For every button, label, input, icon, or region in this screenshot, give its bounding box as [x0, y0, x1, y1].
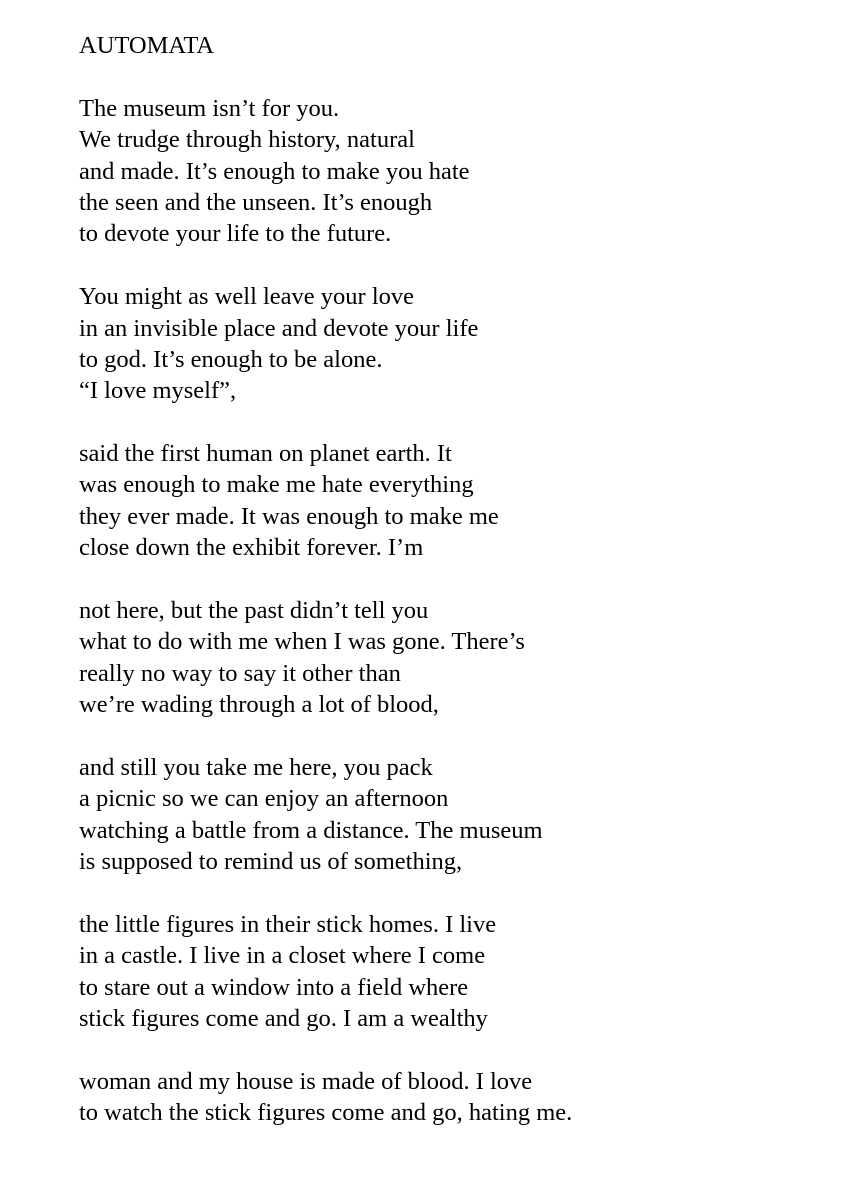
poem-line: the little figures in their stick homes. I live	[79, 910, 497, 938]
poem-line: said the first human on planet earth. It	[79, 440, 452, 468]
stanza-spacer	[79, 878, 839, 909]
poem-line: they ever made. It was enough to make me	[79, 502, 499, 530]
poem-line: the seen and the unseen. It’s enough	[79, 188, 433, 216]
poem-line: and still you take me here, you pack	[79, 753, 433, 781]
poem-line: in a castle. I live in a closet where I come	[79, 942, 486, 970]
poem-line: We trudge through history, natural	[79, 126, 415, 154]
stanza-spacer	[79, 250, 839, 281]
poem-line: “I love myself”,	[79, 377, 237, 405]
stanza-spacer	[79, 564, 839, 595]
poem-line: not here, but the past didn’t tell you	[79, 597, 429, 625]
poem-line: close down the exhibit forever. I’m	[79, 534, 424, 562]
poem-line: a picnic so we can enjoy an afternoon	[79, 785, 449, 813]
poem-line: in an invisible place and devote your life	[79, 314, 479, 342]
stanza-spacer	[79, 1035, 839, 1066]
stanza-spacer	[79, 721, 839, 752]
poem-line: watching a battle from a distance. The museum	[79, 816, 543, 844]
poem-line: You might as well leave your love	[79, 283, 415, 311]
stanza-2	[79, 281, 839, 407]
poem-line: and made. It’s enough to make you hate	[79, 157, 470, 185]
poem-line: woman and my house is made of blood. I love	[79, 1067, 533, 1095]
stanza-4	[79, 595, 839, 721]
poem-line: is supposed to remind us of something,	[79, 848, 463, 876]
poem-line: was enough to make me hate everything	[79, 471, 474, 499]
poem-line: The museum isn’t for you.	[79, 94, 340, 122]
poem-line: we’re wading through a lot of blood,	[79, 691, 439, 719]
stanza-7	[79, 1066, 839, 1129]
title-spacer	[79, 61, 839, 92]
stanza-spacer	[79, 407, 839, 438]
poem-line: really no way to say it other than	[79, 659, 401, 687]
poem-line: to devote your life to the future.	[79, 220, 392, 248]
poem-line: to watch the stick figures come and go, hating me.	[79, 1099, 573, 1127]
poem-title: AUTOMATA	[79, 32, 215, 59]
poem-page	[79, 30, 839, 1129]
poem-line: stick figures come and go. I am a wealthy	[79, 1005, 488, 1033]
stanza-5	[79, 752, 839, 878]
poem-line: what to do with me when I was gone. There’s	[79, 628, 525, 656]
stanza-3	[79, 438, 839, 564]
stanza-6	[79, 909, 839, 1035]
stanza-1	[79, 93, 839, 250]
poem-line: to god. It’s enough to be alone.	[79, 345, 383, 373]
poem-line: to stare out a window into a field where	[79, 973, 469, 1001]
